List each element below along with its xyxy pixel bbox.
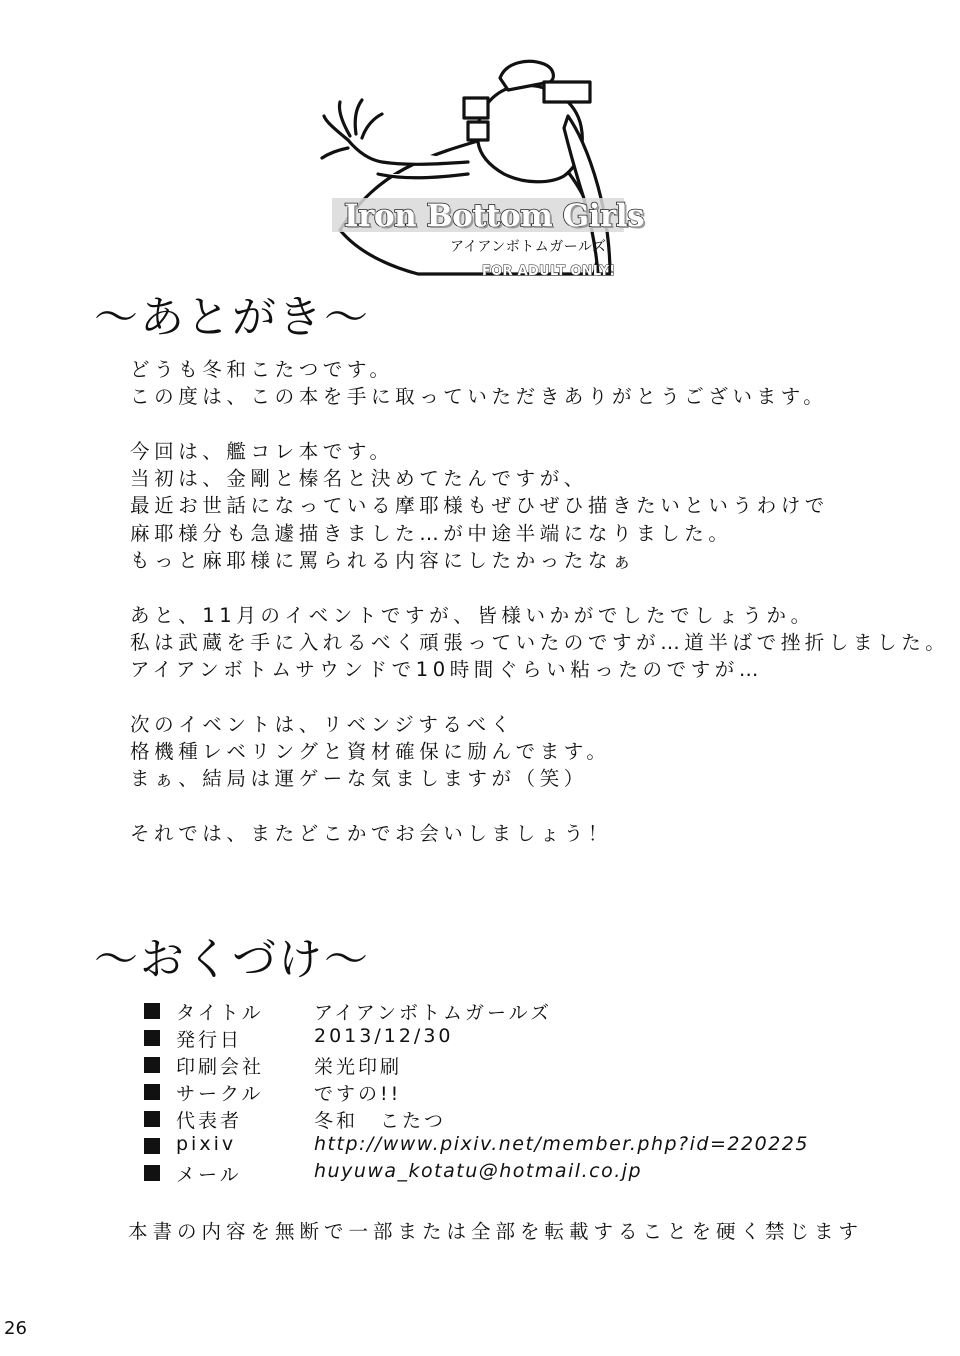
colophon-value: 栄光印刷 [314,1056,403,1078]
colophon-row [144,1133,924,1160]
square-bullet-icon [144,1003,160,1019]
afterword-line: 次のイベントは、リベンジするべく [130,712,515,736]
colophon-label: タイトル [176,1002,264,1024]
blank-line [130,574,930,601]
blank-line [130,684,930,711]
character-silhouette-icon [318,52,644,292]
colophon-list [144,998,924,1187]
square-bullet-icon [144,1084,160,1100]
afterword-line: 格機種レベリングと資材確保に励んでます。 [130,740,611,764]
colophon-row [144,1025,924,1052]
copyright-notice: 本書の内容を無断で一部または全部を転載することを硬く禁じます [128,1220,864,1243]
colophon-value: http://www.pixiv.net/member.php?id=220225 [314,1133,809,1155]
colophon-label: サークル [176,1083,264,1105]
colophon-label: メール [176,1164,242,1186]
blank-line [130,793,930,820]
afterword-body [130,356,950,847]
afterword-line: この度は、この本を手に取っていただきありがとうございます。 [130,385,828,409]
colophon-label: 代表者 [176,1110,243,1132]
logo-subtitle: アイアンボトムガールズ [450,239,607,255]
afterword-line: もっと麻耶様に罵られる内容にしたかったなぁ [130,549,637,573]
page-number: 26 [4,1318,27,1339]
colophon-value: 2013/12/30 [314,1025,454,1047]
square-bullet-icon [144,1165,160,1181]
afterword-heading: 〜あとがき〜 [94,292,370,343]
afterword-line: アイアンボトムサウンドで10時間ぐらい粘ったのですが… [130,658,764,682]
logo-title: Iron Bottom Girls [344,198,644,234]
square-bullet-icon [144,1138,160,1154]
afterword-line: どうも冬和こたつです。 [130,358,394,381]
colophon-label: pixiv [176,1133,237,1155]
afterword-line: 当初は、金剛と榛名と決めてたんですが、 [130,467,588,491]
afterword-line: それでは、またどこかでお会いしましょう！ [130,822,613,846]
afterword-line: あと、11月のイベントですが、皆様いかがでしたでしょうか。 [130,603,815,627]
blank-line [130,411,930,438]
colophon-row [144,1079,924,1106]
circle-logo [318,52,644,292]
colophon-row [144,998,924,1025]
afterword-line: 麻耶様分も急遽描きました…が中途半端になりました。 [130,521,733,545]
afterword-line: 最近お世話になっている摩耶様もぜひぜひ描きたいというわけで [130,494,829,518]
colophon-value: huyuwa_kotatu@hotmail.co.jp [314,1160,643,1182]
colophon-label: 発行日 [176,1029,243,1051]
colophon-row [144,1160,924,1187]
square-bullet-icon [144,1030,160,1046]
colophon-label: 印刷会社 [176,1056,265,1078]
colophon-value: アイアンボトムガールズ [314,1002,553,1024]
colophon-row [144,1106,924,1133]
afterword-line: まぁ、結局は運ゲーな気ましますが（笑） [130,767,588,791]
adult-notice: FOR ADULT ONLY! [482,264,616,279]
afterword-line: 私は武蔵を手に入れるべく頑張っていたのですが…道半ばで挫折しました。 [130,630,950,654]
square-bullet-icon [144,1111,160,1127]
colophon-row [144,1052,924,1079]
colophon-heading: 〜おくづけ〜 [94,934,370,985]
colophon-value: ですの!! [314,1083,402,1105]
afterword-line: 今回は、艦コレ本です。 [130,439,394,463]
colophon-value: 冬和 こたつ [314,1110,447,1132]
square-bullet-icon [144,1057,160,1073]
